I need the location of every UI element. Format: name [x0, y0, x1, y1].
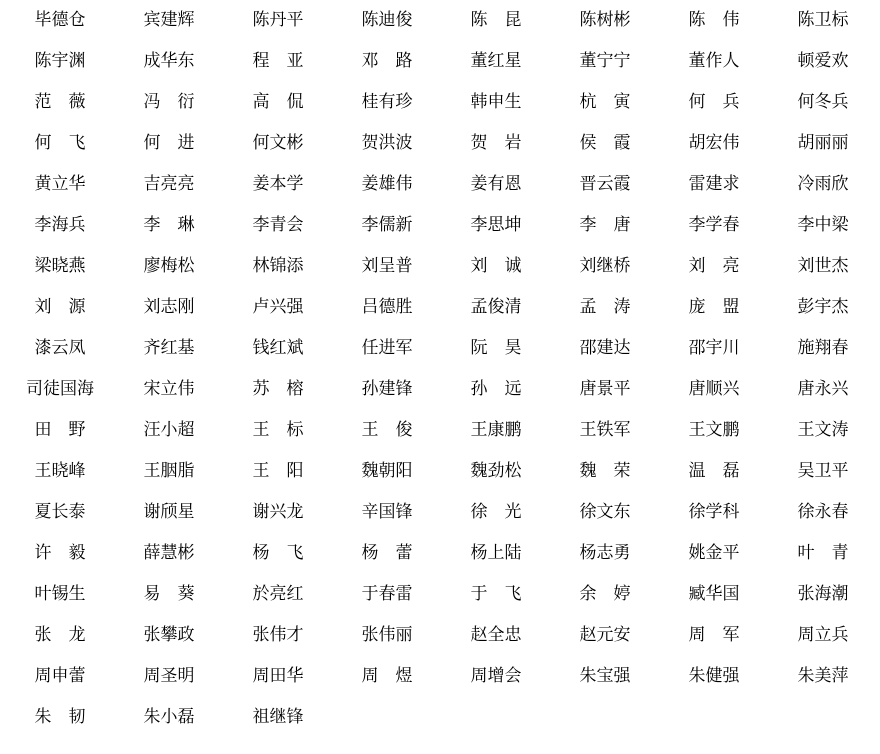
name-entry: 周田华 [252, 666, 304, 686]
name-entry: 邓 路 [361, 51, 413, 71]
name-entry: 刘呈普 [361, 256, 413, 276]
name-entry: 周立兵 [797, 625, 849, 645]
name-entry: 唐景平 [579, 379, 631, 399]
name-entry: 贺 岩 [470, 133, 522, 153]
name-entry: 王胭脂 [143, 461, 195, 481]
name-entry: 董宁宁 [579, 51, 631, 71]
name-entry: 王晓峰 [34, 461, 86, 481]
name-entry: 温 磊 [688, 461, 740, 481]
name-entry: 李中梁 [797, 215, 849, 235]
name-entry: 孟 涛 [579, 297, 631, 317]
name-entry: 齐红基 [143, 338, 195, 358]
name-entry: 陈宇渊 [34, 51, 86, 71]
name-entry: 魏 荣 [579, 461, 631, 481]
name-entry: 杭 寅 [579, 92, 631, 112]
name-entry: 谢兴龙 [252, 502, 304, 522]
name-entry: 李青会 [252, 215, 304, 235]
name-entry: 毕德仓 [34, 10, 86, 30]
name-entry: 易 葵 [143, 584, 195, 604]
name-entry: 程 亚 [252, 51, 304, 71]
name-entry: 胡丽丽 [797, 133, 849, 153]
name-entry: 陈丹平 [252, 10, 304, 30]
name-entry: 冷雨欣 [797, 174, 849, 194]
name-entry: 王康鹏 [470, 420, 522, 440]
name-entry: 冯 衍 [143, 92, 195, 112]
name-entry: 李 琳 [143, 215, 195, 235]
name-entry: 祖继锋 [252, 707, 304, 727]
name-entry: 谢颀星 [143, 502, 195, 522]
name-entry: 司徒国海 [26, 379, 94, 399]
name-entry: 姜有恩 [470, 174, 522, 194]
name-entry: 邵建达 [579, 338, 631, 358]
name-entry: 朱健强 [688, 666, 740, 686]
name-entry: 钱红斌 [252, 338, 304, 358]
name-entry: 张 龙 [34, 625, 86, 645]
name-entry: 庞 盟 [688, 297, 740, 317]
name-entry: 于春雷 [361, 584, 413, 604]
name-entry: 魏劲松 [470, 461, 522, 481]
name-entry: 田 野 [34, 420, 86, 440]
name-entry: 朱小磊 [143, 707, 195, 727]
name-entry: 朱 韧 [34, 707, 86, 727]
name-entry: 陈 伟 [688, 10, 740, 30]
name-entry: 雷建求 [688, 174, 740, 194]
name-entry: 徐文东 [579, 502, 631, 522]
name-entry: 陈卫标 [797, 10, 849, 30]
name-entry: 余 婷 [579, 584, 631, 604]
name-entry: 周 军 [688, 625, 740, 645]
name-entry: 王铁军 [579, 420, 631, 440]
name-entry: 赵元安 [579, 625, 631, 645]
name-entry: 杨上陆 [470, 543, 522, 563]
name-entry: 臧华国 [688, 584, 740, 604]
name-entry: 刘 诚 [470, 256, 522, 276]
name-entry: 陈树彬 [579, 10, 631, 30]
name-entry: 张攀政 [143, 625, 195, 645]
name-entry: 陈 昆 [470, 10, 522, 30]
name-entry: 于 飞 [470, 584, 522, 604]
name-entry: 王 标 [252, 420, 304, 440]
name-entry: 姚金平 [688, 543, 740, 563]
name-entry: 李儒新 [361, 215, 413, 235]
name-entry: 张伟丽 [361, 625, 413, 645]
name-entry: 何冬兵 [797, 92, 849, 112]
name-entry: 唐永兴 [797, 379, 849, 399]
name-list [24, 4, 880, 742]
name-entry: 张海潮 [797, 584, 849, 604]
name-entry: 刘 亮 [688, 256, 740, 276]
name-entry: 胡宏伟 [688, 133, 740, 153]
name-entry: 贺洪波 [361, 133, 413, 153]
name-entry: 侯 霞 [579, 133, 631, 153]
name-entry: 彭宇杰 [797, 297, 849, 317]
name-entry: 朱宝强 [579, 666, 631, 686]
name-entry: 阮 昊 [470, 338, 522, 358]
name-entry: 任进军 [361, 338, 413, 358]
name-entry: 高 侃 [252, 92, 304, 112]
name-entry: 杨 飞 [252, 543, 304, 563]
name-entry: 宋立伟 [143, 379, 195, 399]
name-entry: 周圣明 [143, 666, 195, 686]
name-entry: 黄立华 [34, 174, 86, 194]
name-entry: 王文鹏 [688, 420, 740, 440]
name-entry: 宾建辉 [143, 10, 195, 30]
name-entry: 於亮红 [252, 584, 304, 604]
name-entry: 何文彬 [252, 133, 304, 153]
name-entry: 杨 蕾 [361, 543, 413, 563]
name-entry: 汪小超 [143, 420, 195, 440]
name-entry: 晋云霞 [579, 174, 631, 194]
name-entry: 李思坤 [470, 215, 522, 235]
name-entry: 何 兵 [688, 92, 740, 112]
name-entry: 苏 榕 [252, 379, 304, 399]
name-entry: 桂有珍 [361, 92, 413, 112]
name-entry: 叶 青 [797, 543, 849, 563]
name-entry: 徐学科 [688, 502, 740, 522]
name-entry: 叶锡生 [34, 584, 86, 604]
name-entry: 王文涛 [797, 420, 849, 440]
name-entry: 赵全忠 [470, 625, 522, 645]
name-entry: 李海兵 [34, 215, 86, 235]
name-entry: 梁晓燕 [34, 256, 86, 276]
name-entry: 孙 远 [470, 379, 522, 399]
name-entry: 王 俊 [361, 420, 413, 440]
name-entry: 孙建锋 [361, 379, 413, 399]
name-entry: 何 进 [143, 133, 195, 153]
name-entry: 许 毅 [34, 543, 86, 563]
name-entry: 王 阳 [252, 461, 304, 481]
name-entry: 周 煜 [361, 666, 413, 686]
name-entry: 李学春 [688, 215, 740, 235]
name-entry: 孟俊清 [470, 297, 522, 317]
name-entry: 刘继桥 [579, 256, 631, 276]
name-entry: 张伟才 [252, 625, 304, 645]
name-entry: 李 唐 [579, 215, 631, 235]
name-entry: 施翔春 [797, 338, 849, 358]
name-entry: 廖梅松 [143, 256, 195, 276]
name-entry: 唐顺兴 [688, 379, 740, 399]
name-entry: 韩申生 [470, 92, 522, 112]
name-entry: 吉亮亮 [143, 174, 195, 194]
name-entry: 漆云凤 [34, 338, 86, 358]
name-entry: 刘志刚 [143, 297, 195, 317]
name-entry: 林锦添 [252, 256, 304, 276]
name-entry: 董作人 [688, 51, 740, 71]
name-entry: 姜本学 [252, 174, 304, 194]
name-entry: 吕德胜 [361, 297, 413, 317]
name-entry: 成华东 [143, 51, 195, 71]
name-entry: 薛慧彬 [143, 543, 195, 563]
name-entry: 朱美萍 [797, 666, 849, 686]
name-entry: 周申蕾 [34, 666, 86, 686]
name-entry: 吴卫平 [797, 461, 849, 481]
name-entry: 刘世杰 [797, 256, 849, 276]
name-entry: 杨志勇 [579, 543, 631, 563]
name-entry: 范 薇 [34, 92, 86, 112]
name-entry: 顿爱欢 [797, 51, 849, 71]
name-entry: 周增会 [470, 666, 522, 686]
name-entry: 魏朝阳 [361, 461, 413, 481]
name-entry: 刘 源 [34, 297, 86, 317]
name-entry: 徐永春 [797, 502, 849, 522]
name-entry: 董红星 [470, 51, 522, 71]
name-entry: 邵宇川 [688, 338, 740, 358]
name-entry: 何 飞 [34, 133, 86, 153]
name-entry: 姜雄伟 [361, 174, 413, 194]
name-entry: 卢兴强 [252, 297, 304, 317]
name-entry: 辛国锋 [361, 502, 413, 522]
name-entry: 夏长泰 [34, 502, 86, 522]
name-entry: 徐 光 [470, 502, 522, 522]
name-entry: 陈迪俊 [361, 10, 413, 30]
